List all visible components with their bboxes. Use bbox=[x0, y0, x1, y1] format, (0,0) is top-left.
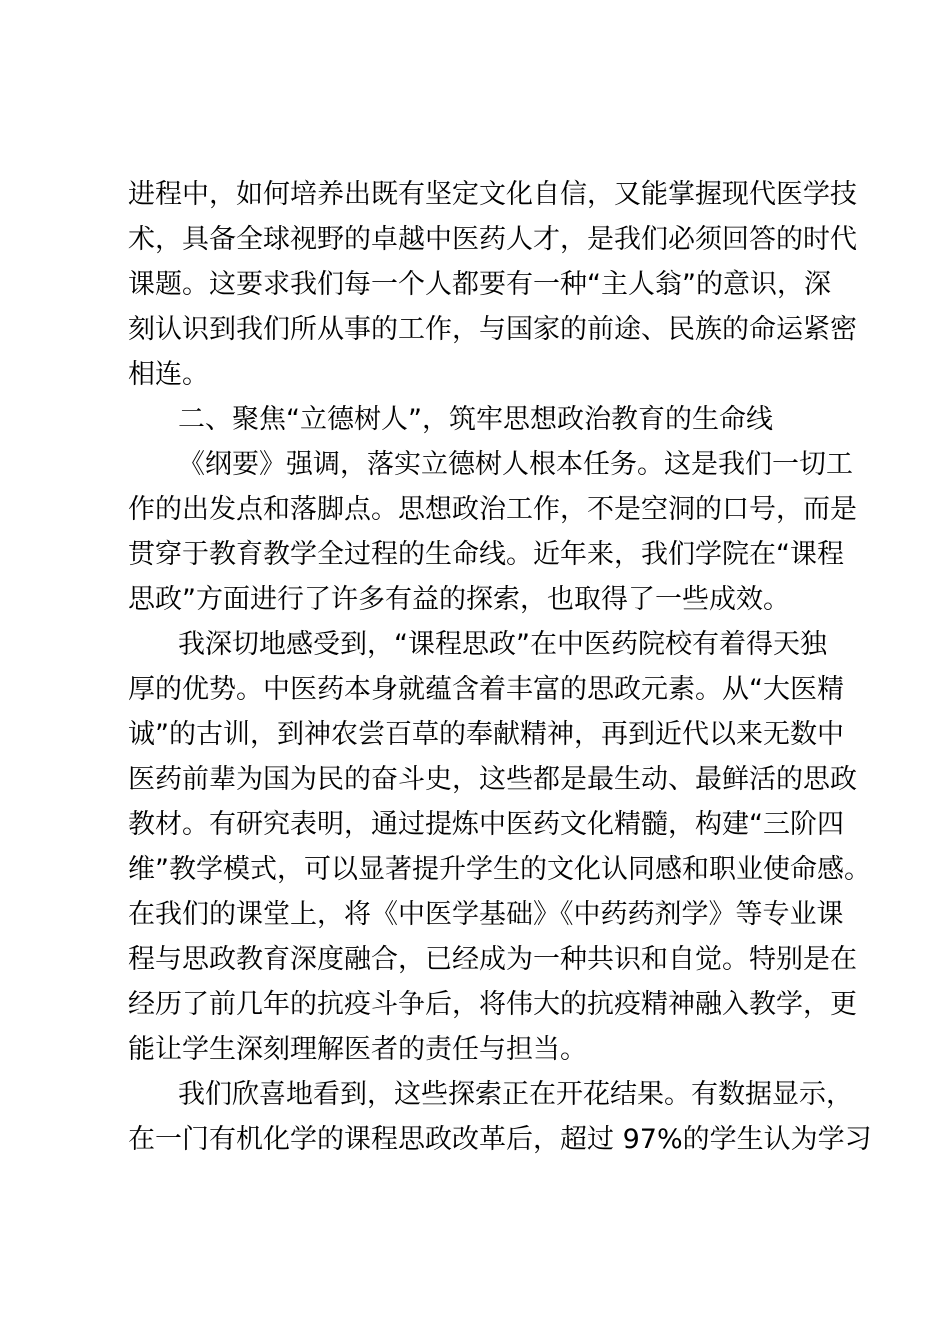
text-line: 进程中，如何培养出既有坚定文化自信，又能掌握现代医学技 bbox=[128, 179, 857, 210]
text-line: 程与思政教育深度融合，已经成为一种共识和自觉。特别是在 bbox=[128, 944, 857, 975]
text-line: 医药前辈为国为民的奋斗史，这些都是最生动、最鲜活的思政 bbox=[128, 764, 857, 795]
paragraph-4 bbox=[128, 1072, 872, 1162]
paragraph-3 bbox=[128, 622, 871, 1072]
text-line: 我们欣喜地看到，这些探索正在开花结果。有数据显示， bbox=[178, 1079, 853, 1110]
text-line: 经历了前几年的抗疫斗争后，将伟大的抗疫精神融入教学，更 bbox=[128, 989, 857, 1020]
text-line: 能让学生深刻理解医者的责任与担当。 bbox=[128, 1034, 587, 1065]
text-line: 维”教学模式，可以显著提升学生的文化认同感和职业使命感。 bbox=[128, 854, 871, 885]
document-page bbox=[128, 172, 872, 1162]
text-line: 刻认识到我们所从事的工作，与国家的前途、民族的命运紧密 bbox=[128, 314, 857, 345]
text-line: 相连。 bbox=[128, 359, 209, 390]
text-line: 在我们的课堂上，将《中医学基础》《中药药剂学》等专业课 bbox=[128, 899, 844, 930]
text-line: 作的出发点和落脚点。思想政治工作，不是空洞的口号，而是 bbox=[128, 494, 857, 525]
text-line: 贯穿于教育教学全过程的生命线。近年来，我们学院在“课程 bbox=[128, 539, 844, 570]
paragraph-2 bbox=[128, 442, 857, 622]
text-line: 教材。有研究表明，通过提炼中医药文化精髓，构建“三阶四 bbox=[128, 809, 844, 840]
section-heading bbox=[128, 397, 824, 442]
text-line: 术，具备全球视野的卓越中医药人才，是我们必须回答的时代 bbox=[128, 224, 857, 255]
text-line: 厚的优势。中医药本身就蕴含着丰富的思政元素。从“大医精 bbox=[128, 674, 844, 705]
text-line: 思政”方面进行了许多有益的探索，也取得了一些成效。 bbox=[128, 584, 790, 615]
text-line: 我深切地感受到，“课程思政”在中医药院校有着得天独 bbox=[178, 629, 827, 660]
text-line: 课题。这要求我们每一个人都要有一种“主人翁”的意识，深 bbox=[128, 269, 831, 300]
paragraph-1 bbox=[128, 172, 857, 397]
text-line: 诚”的古训，到神农尝百草的奉献精神，再到近代以来无数中 bbox=[128, 719, 844, 750]
text-line: 在一门有机化学的课程思政改革后，超过 97%的学生认为学习 bbox=[128, 1124, 872, 1155]
text-line: 《纲要》强调，落实立德树人根本任务。这是我们一切工 bbox=[178, 449, 853, 480]
heading-line: 二、聚焦“立德树人”，筑牢思想政治教育的生命线 bbox=[178, 404, 773, 435]
